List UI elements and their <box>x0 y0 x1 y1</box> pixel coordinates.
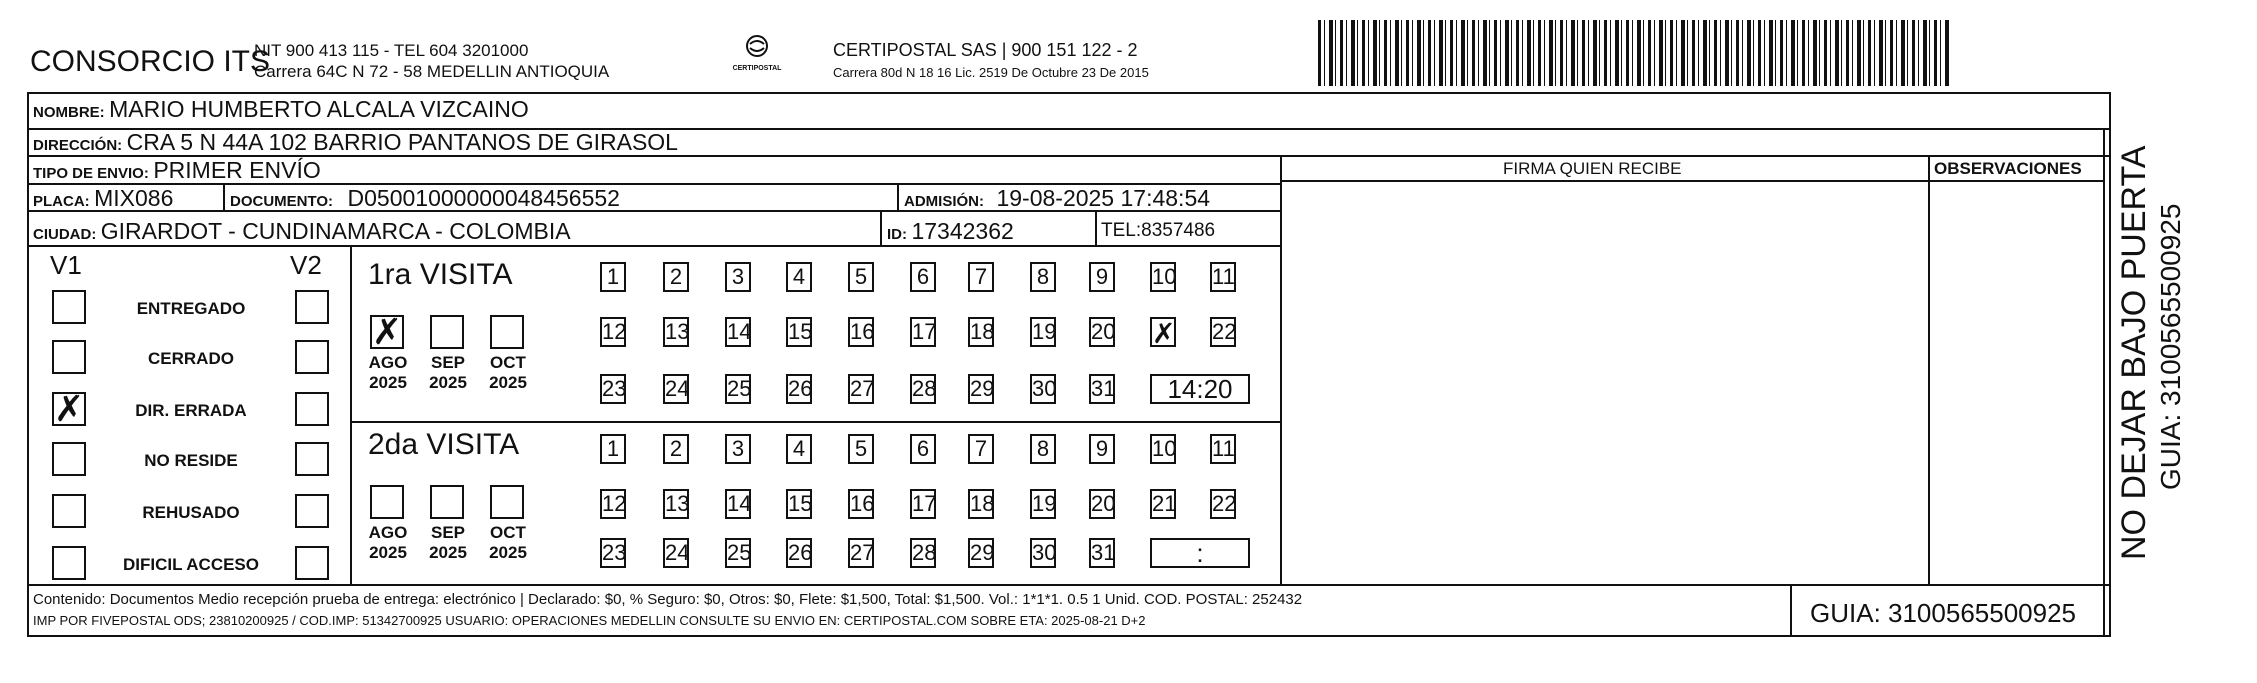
month-year: 2025 <box>369 543 407 562</box>
admision-field <box>904 185 1210 212</box>
status-label: CERRADO <box>148 349 234 368</box>
direccion-row <box>33 129 678 156</box>
month-name: SEP <box>430 353 466 372</box>
observaciones-label: OBSERVACIONES <box>1934 159 2082 178</box>
tel-label: TEL: <box>1101 220 1142 241</box>
month-checkbox-second[interactable] <box>430 485 464 519</box>
day-box-second[interactable]: 8 <box>1030 434 1056 464</box>
day-box-first[interactable]: 14 <box>725 317 751 347</box>
day-box-second[interactable]: 13 <box>663 489 689 519</box>
day-box-first[interactable]: 8 <box>1030 262 1056 292</box>
v1-header: V1 <box>50 250 82 280</box>
tel-value: 8357486 <box>1141 220 1216 241</box>
day-box-second[interactable]: 5 <box>848 434 874 464</box>
v1-checkbox[interactable] <box>52 340 86 374</box>
day-box-second[interactable]: 22 <box>1210 489 1236 519</box>
day-box-second[interactable]: 4 <box>786 434 812 464</box>
day-box-first[interactable]: 17 <box>910 317 936 347</box>
day-box-second[interactable]: 10 <box>1150 434 1176 464</box>
footer-print-line: IMP POR FIVEPOSTAL ODS; 23810200925 / COD.IMP: 51342700925 USUARIO: OPERACIONES MEDELLIN CONSULTE SU ENVIO EN: CERTIPOSTAL.COM SOBRE ETA: 2025-08-21 D+2 <box>33 613 1146 628</box>
month-year: 2025 <box>429 373 467 392</box>
day-box-first[interactable]: 4 <box>786 262 812 292</box>
month-name: SEP <box>430 523 466 542</box>
day-box-first[interactable]: 2 <box>663 262 689 292</box>
certipostal-logo <box>730 34 784 88</box>
company-name: CONSORCIO ITS <box>30 45 271 78</box>
month-year: 2025 <box>489 543 527 562</box>
day-box-second[interactable]: 27 <box>848 538 874 568</box>
day-box-second[interactable]: 23 <box>600 538 626 568</box>
day-box-first[interactable]: 29 <box>968 374 994 404</box>
tipo-row <box>33 157 321 184</box>
id-field <box>887 218 1014 245</box>
day-box-first[interactable]: 6 <box>910 262 936 292</box>
day-box-second[interactable]: 18 <box>968 489 994 519</box>
day-box-first[interactable]: 26 <box>786 374 812 404</box>
first-visit-label: 1ra VISITA <box>368 258 513 291</box>
day-box-first[interactable]: 22 <box>1210 317 1236 347</box>
day-box-second[interactable]: 20 <box>1089 489 1115 519</box>
day-box-first[interactable]: 9 <box>1089 262 1115 292</box>
v1-checkbox[interactable] <box>52 546 86 580</box>
day-box-second[interactable]: 25 <box>725 538 751 568</box>
month-label-first <box>484 353 532 393</box>
day-box-second[interactable]: 19 <box>1030 489 1056 519</box>
company-nit-line: NIT 900 413 115 - TEL 604 3201000 <box>254 41 529 60</box>
logo-text: CERTIPOSTAL <box>732 65 782 72</box>
day-box-second[interactable]: 14 <box>725 489 751 519</box>
day-box-first[interactable]: 23 <box>600 374 626 404</box>
second-visit-label: 2da VISITA <box>368 428 520 461</box>
day-box-first[interactable]: 19 <box>1030 317 1056 347</box>
v2-checkbox[interactable] <box>295 290 329 324</box>
direccion-label: DIRECCIÓN: <box>33 137 123 154</box>
documento-label: DOCUMENTO: <box>230 193 334 210</box>
tipo-value: PRIMER ENVÍO <box>153 157 321 183</box>
month-year: 2025 <box>489 373 527 392</box>
day-box-first[interactable]: 5 <box>848 262 874 292</box>
day-box-second[interactable]: 30 <box>1030 538 1056 568</box>
v2-checkbox[interactable] <box>295 494 329 528</box>
day-box-second[interactable]: 2 <box>663 434 689 464</box>
certipostal-line: CERTIPOSTAL SAS | 900 151 122 - 2 <box>833 40 1138 60</box>
day-box-first[interactable]: 10 <box>1150 262 1176 292</box>
direccion-value: CRA 5 N 44A 102 BARRIO PANTANOS DE GIRASOL <box>126 129 678 155</box>
month-checkbox-second[interactable] <box>490 485 524 519</box>
certipostal-address: Carrera 80d N 18 16 Lic. 2519 De Octubre 23 De 2015 <box>833 65 1149 80</box>
month-label-first <box>364 353 412 393</box>
v2-checkbox[interactable] <box>295 442 329 476</box>
day-box-first[interactable]: 25 <box>725 374 751 404</box>
documento-field <box>230 185 620 212</box>
day-box-first[interactable]: 30 <box>1030 374 1056 404</box>
day-box-second[interactable]: 6 <box>910 434 936 464</box>
barcode <box>1318 20 1950 86</box>
placa-value: MIX086 <box>94 185 174 211</box>
day-box-first[interactable]: 24 <box>663 374 689 404</box>
month-year: 2025 <box>429 543 467 562</box>
month-label-second <box>364 523 412 563</box>
time-box-first[interactable]: 14:20 <box>1150 374 1250 404</box>
day-box-second[interactable]: 28 <box>910 538 936 568</box>
month-label-second <box>484 523 532 563</box>
status-label: DIFICIL ACCESO <box>122 555 259 574</box>
day-box-second[interactable]: 9 <box>1089 434 1115 464</box>
day-box-second[interactable]: 15 <box>786 489 812 519</box>
day-box-first[interactable]: 18 <box>968 317 994 347</box>
day-box-first[interactable]: 27 <box>848 374 874 404</box>
day-box-first[interactable]: 20 <box>1089 317 1115 347</box>
day-box-first[interactable]: 15 <box>786 317 812 347</box>
status-label: ENTREGADO <box>136 299 246 318</box>
month-label-first <box>424 353 472 393</box>
placa-field <box>33 185 173 212</box>
v2-header: V2 <box>290 250 322 280</box>
day-box-first[interactable]: 13 <box>663 317 689 347</box>
logo-icon <box>742 34 772 60</box>
month-label-second <box>424 523 472 563</box>
day-box-first[interactable]: ✗ <box>1152 318 1176 349</box>
day-box-first[interactable]: 31 <box>1089 374 1115 404</box>
status-label: REHUSADO <box>142 503 240 522</box>
day-box-second[interactable]: 16 <box>848 489 874 519</box>
month-name: OCT <box>490 353 526 372</box>
admision-value: 19-08-2025 17:48:54 <box>996 185 1211 211</box>
day-box-second[interactable]: 1 <box>600 434 626 464</box>
month-checkbox-first[interactable]: ✗ <box>372 311 403 352</box>
id-value: 17342362 <box>911 218 1014 244</box>
nombre-label: NOMBRE: <box>33 104 105 121</box>
month-checkbox-first[interactable] <box>490 315 524 349</box>
ciudad-label: CIUDAD: <box>33 226 97 243</box>
v1-checkbox[interactable] <box>52 290 86 324</box>
month-checkbox-first[interactable] <box>430 315 464 349</box>
v1-checkbox[interactable] <box>52 494 86 528</box>
month-name: AGO <box>368 353 408 372</box>
nombre-value: MARIO HUMBERTO ALCALA VIZCAINO <box>109 96 529 122</box>
tel-field <box>1101 220 1215 242</box>
guide-frame <box>27 92 2111 637</box>
month-name: OCT <box>490 523 526 542</box>
admision-label: ADMISIÓN: <box>904 193 984 210</box>
v1-checkbox[interactable] <box>52 442 86 476</box>
day-box-second[interactable]: 3 <box>725 434 751 464</box>
tipo-label: TIPO DE ENVIO: <box>33 165 149 182</box>
month-name: AGO <box>368 523 408 542</box>
month-year: 2025 <box>369 373 407 392</box>
firma-label: FIRMA QUIEN RECIBE <box>1503 159 1682 178</box>
documento-value: D05001000000048456552 <box>347 185 620 211</box>
day-box-first[interactable]: 28 <box>910 374 936 404</box>
ciudad-field <box>33 218 571 245</box>
v2-checkbox[interactable] <box>295 340 329 374</box>
day-box-second[interactable]: 17 <box>910 489 936 519</box>
side-guia: GUIA: 3100565500925 <box>2155 203 2186 490</box>
day-box-second[interactable]: 24 <box>663 538 689 568</box>
day-box-first[interactable]: 12 <box>600 317 626 347</box>
nombre-row <box>33 96 529 123</box>
status-label: NO RESIDE <box>144 451 238 470</box>
id-label: ID: <box>887 226 907 243</box>
day-box-first[interactable]: 3 <box>725 262 751 292</box>
day-box-second[interactable]: 26 <box>786 538 812 568</box>
ciudad-value: GIRARDOT - CUNDINAMARCA - COLOMBIA <box>100 218 571 244</box>
footer-guia: GUIA: 3100565500925 <box>1810 598 2076 628</box>
v2-checkbox[interactable] <box>295 392 329 426</box>
company-address-line: Carrera 64C N 72 - 58 MEDELLIN ANTIOQUIA <box>254 62 610 81</box>
placa-label: PLACA: <box>33 193 90 210</box>
status-label: DIR. ERRADA <box>135 401 247 420</box>
v2-checkbox[interactable] <box>295 546 329 580</box>
day-box-second[interactable]: 21 <box>1150 489 1176 519</box>
day-box-second[interactable]: 11 <box>1210 434 1236 464</box>
no-dejar-bajo-puerta: NO DEJAR BAJO PUERTA <box>2115 145 2153 560</box>
day-box-first[interactable]: 16 <box>848 317 874 347</box>
day-box-second[interactable]: 7 <box>968 434 994 464</box>
footer-contents-line: Contenido: Documentos Medio recepción prueba de entrega: electrónico | Declarado: $0, % Seguro: $0, Otros: $0, Flete: $1,500, Total: $1,500. Vol.: 1*1*1. 0.5 1 Unid. COD. POSTAL: 252432 <box>33 591 1303 608</box>
month-checkbox-second[interactable] <box>370 485 404 519</box>
day-box-first[interactable]: 7 <box>968 262 994 292</box>
day-box-second[interactable]: 31 <box>1089 538 1115 568</box>
day-box-first[interactable]: 1 <box>600 262 626 292</box>
time-box-second[interactable]: : <box>1150 538 1250 568</box>
v1-checkbox[interactable]: ✗ <box>54 388 85 429</box>
day-box-second[interactable]: 12 <box>600 489 626 519</box>
day-box-first[interactable]: 11 <box>1210 262 1236 292</box>
day-box-second[interactable]: 29 <box>968 538 994 568</box>
